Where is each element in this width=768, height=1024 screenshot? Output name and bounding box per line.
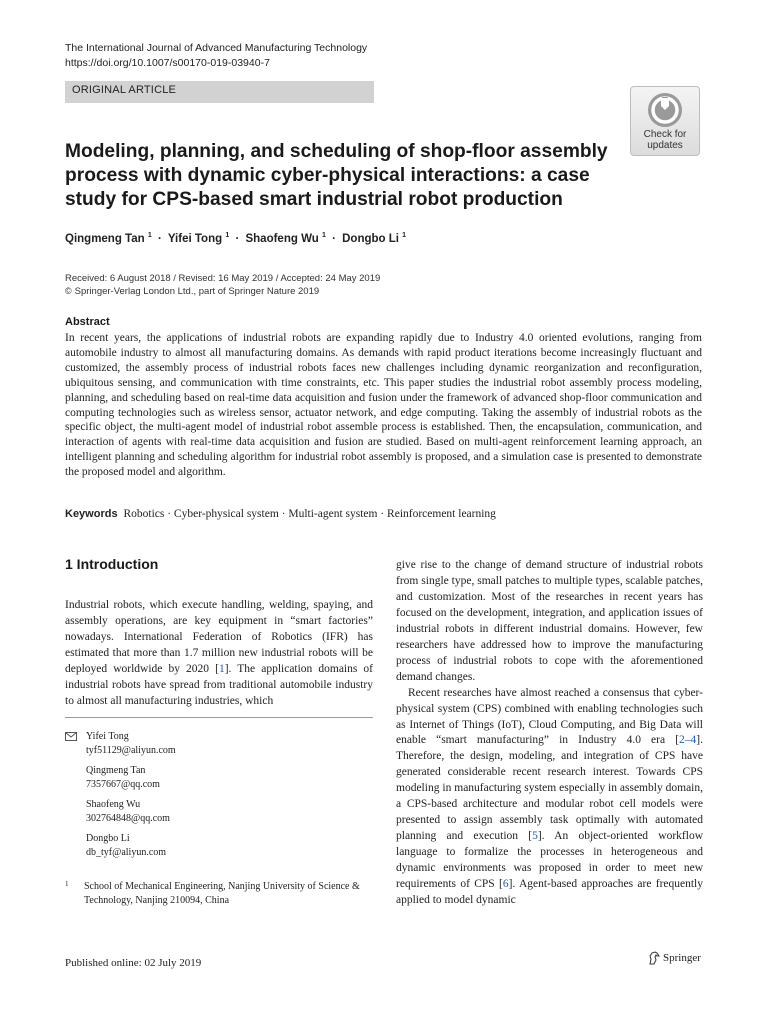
author-affiliation-mark: 1 bbox=[225, 232, 230, 239]
check-for-updates-label: Check for updates bbox=[643, 129, 687, 151]
body-column-left bbox=[65, 598, 373, 710]
author-separator: · bbox=[157, 232, 162, 245]
contact-entry bbox=[86, 832, 375, 859]
author-affiliation-mark: 1 bbox=[321, 232, 326, 239]
abstract-text: In recent years, the applications of industrial robots are expanding rapidly due to Industry 4.0 oriented evolutions, ranging from automobile industry to almost all manufacturing domains. As demands with rapid product iterations become increasingly fluctuant and customized, the assembly process of industrial robots faces new challenges including dynamic reorganization and reconfiguration, ubiquitous sensing, and communication with time constraints, etc. This paper studies the industrial robot assembly process modeling, planning, and scheduling based on real-time data acquisition and fusion under the framework of advanced shop-floor communication and computing technologies such as wireless sensor, actuator network, and edge computing. Taking the assembly of industrial robots as the specific object, the multi-agent model of industrial robot assemble process is established. Then, the encapsulation, communication, and interaction of agents with real-time data acquisition and fusion are studied. Based on multi-agent reinforcement learning approach, an intelligent planning and scheduling algorithm for industrial robot assembly is proposed, and a simulation case is presented to demonstrate the proposed model and algorithm. bbox=[65, 332, 702, 479]
contact-list bbox=[65, 730, 375, 866]
body-paragraph: give rise to the change of demand structure of industrial robots from single type, small patches to multiple types, scalable patches, and customization. Most of the researches in recent years has focused on the development, integration, and application issues of industrial robots in different industrial domains. However, few researchers have addressed how to improve the manufacturing process of industrial robots to cope with the aforementioned demand changes. bbox=[396, 559, 703, 683]
author-affiliation-mark: 1 bbox=[147, 232, 152, 239]
body-text: ]. The application domains of industrial robots have spread from traditional automobile industry to almost all manufacturing industries, which bbox=[65, 662, 373, 707]
body-text: ]. Therefore, the design, modeling, and integration of CPS have generated considerable recent research interest. Towards CPS modeling in manufacturing system especially in assembly domain, a CPS-based architecture and modular robot cell models were presented to assign assembly task optimally with automated planning and execution [ bbox=[396, 734, 703, 843]
contact-email[interactable]: 7357667@qq.com bbox=[86, 778, 160, 790]
contact-name: Dongbo Li bbox=[86, 833, 130, 844]
body-text: Industrial robots, which execute handling, welding, spaying, and assembly operations, are key equipment in “smart factories” nowadays. International Federation of Robotics (IFR) has estimated that more than 1.7 million new industrial robots will be deployed worldwide by 2020 [ bbox=[65, 599, 373, 675]
keywords-label: Keywords bbox=[65, 508, 118, 520]
section-heading: 1 Introduction bbox=[65, 556, 159, 572]
envelope-icon bbox=[65, 732, 77, 741]
citation-link[interactable]: 2–4 bbox=[679, 734, 697, 747]
author-list bbox=[65, 232, 406, 245]
body-paragraph bbox=[65, 598, 373, 710]
check-for-updates-icon bbox=[646, 91, 684, 129]
contact-entry bbox=[86, 798, 375, 825]
affiliation-note bbox=[65, 880, 377, 907]
footnote-divider bbox=[65, 717, 373, 718]
author-affiliation-mark: 1 bbox=[402, 232, 407, 239]
body-text: Recent researches have almost reached a consensus that cyber-physical system (CPS) combined with enabling technologies such as Internet of Things (IoT), Cloud Computing, and Big Data will enable “smart manufacturing” in Industry 4.0 era [ bbox=[396, 686, 703, 747]
journal-header bbox=[65, 41, 367, 71]
contact-name: Shaofeng Wu bbox=[86, 799, 141, 810]
abstract-heading: Abstract bbox=[65, 316, 110, 328]
article-type: ORIGINAL ARTICLE bbox=[72, 84, 177, 96]
article-title: Modeling, planning, and scheduling of shop-floor assembly process with dynamic cyber-physical interactions: a case study for CPS-based smart industrial robot production bbox=[65, 141, 608, 210]
citation-link[interactable]: 5 bbox=[532, 830, 538, 843]
keywords-text: Robotics · Cyber-physical system · Multi-agent system · Reinforcement learning bbox=[123, 508, 496, 520]
contact-name: Qingmeng Tan bbox=[86, 765, 146, 776]
contact-name: Yifei Tong bbox=[86, 731, 129, 742]
dates-block bbox=[65, 272, 380, 298]
history-dates: Received: 6 August 2018 / Revised: 16 May 2019 / Accepted: 24 May 2019 bbox=[65, 273, 381, 284]
body-text: ]. An object-oriented workflow language to formalize the processes in heterogeneous and dynamic environments was proposed in order to meet new requirements of CPS [ bbox=[396, 830, 703, 891]
article-type-bar bbox=[65, 81, 374, 103]
body-text: ]. Agent-based approaches are frequently applied to model dynamic bbox=[396, 878, 703, 907]
copyright-icon: © bbox=[65, 286, 72, 296]
publisher-name: Springer bbox=[663, 952, 701, 964]
author-separator: · bbox=[332, 232, 336, 245]
copyright-text: Springer-Verlag London Ltd., part of Springer Nature 2019 bbox=[74, 286, 320, 297]
affiliation-number: 1 bbox=[65, 880, 69, 888]
author-name[interactable]: Yifei Tong bbox=[167, 232, 223, 245]
author-name[interactable]: Qingmeng Tan bbox=[65, 232, 145, 245]
springer-horse-icon bbox=[648, 951, 660, 965]
citation-link[interactable]: 6 bbox=[502, 878, 509, 891]
author-name[interactable]: Dongbo Li bbox=[342, 232, 399, 245]
contact-entry bbox=[86, 764, 375, 791]
journal-name: The International Journal of Advanced Manufacturing Technology bbox=[65, 42, 368, 54]
doi-link[interactable]: https://doi.org/10.1007/s00170-019-03940-7 bbox=[65, 57, 270, 69]
published-date: Published online: 02 July 2019 bbox=[65, 957, 202, 969]
author-name[interactable]: Shaofeng Wu bbox=[245, 232, 319, 245]
affiliation-text: School of Mechanical Engineering, Nanjing University of Science & Technology, Nanjing 210094, China bbox=[84, 881, 360, 906]
body-column-right bbox=[396, 558, 703, 909]
author-separator: · bbox=[235, 232, 240, 245]
copyright-line bbox=[65, 285, 380, 298]
contact-email[interactable]: 302764848@qq.com bbox=[86, 812, 170, 824]
publisher-logo bbox=[648, 951, 701, 965]
contact-entry bbox=[86, 730, 375, 757]
citation-link[interactable]: 1 bbox=[218, 662, 225, 675]
check-for-updates-button[interactable] bbox=[630, 86, 700, 156]
keywords-line bbox=[65, 508, 496, 520]
contact-email[interactable]: tyf51129@aliyun.com bbox=[86, 744, 176, 756]
body-paragraph bbox=[396, 686, 703, 909]
contact-email[interactable]: db_tyf@aliyun.com bbox=[86, 846, 167, 858]
